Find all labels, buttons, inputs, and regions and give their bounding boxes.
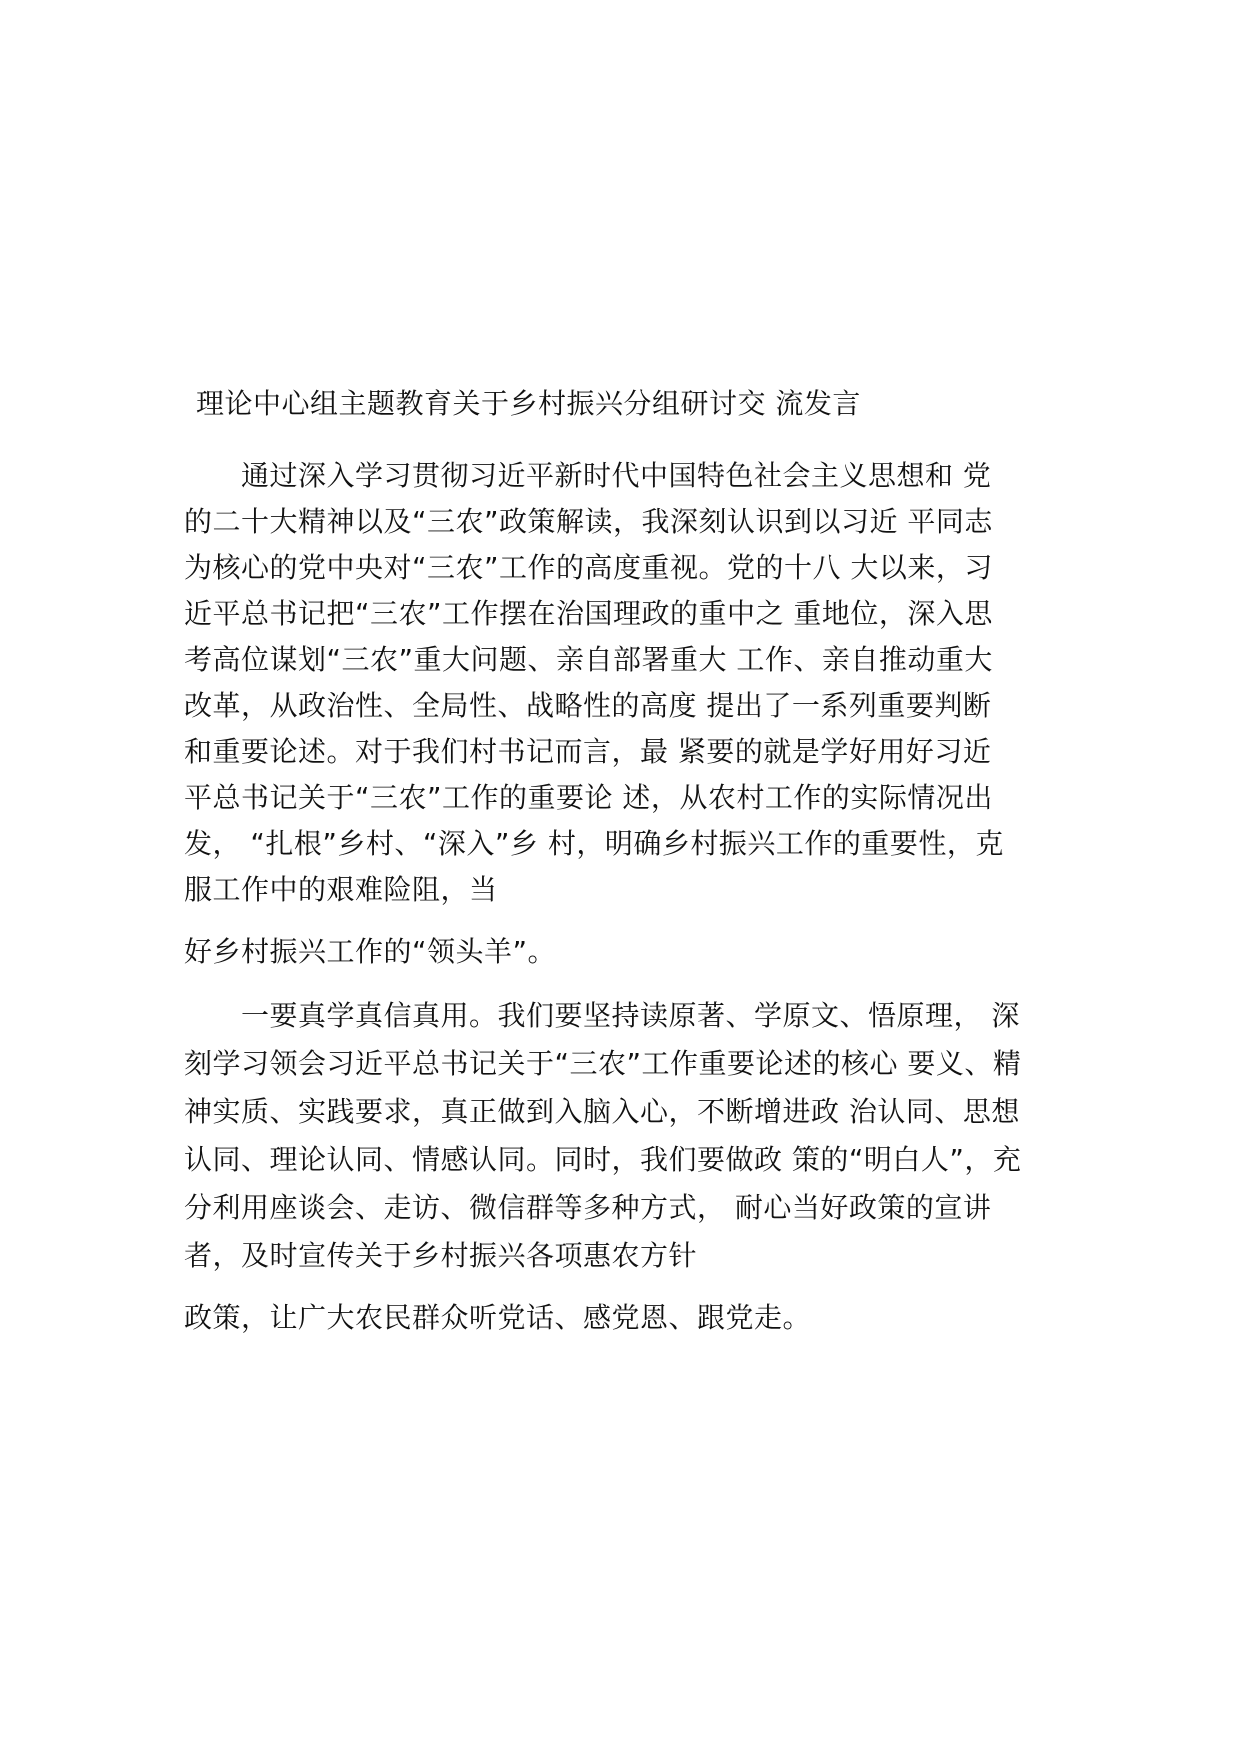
paragraph-line: 认同、理论认同、情感认同。同时，我们要做政 策的“明白人”，充 bbox=[184, 1143, 1022, 1176]
paragraph-line: 服工作中的艰难险阻，当 bbox=[184, 873, 498, 906]
paragraph-line: 一要真学真信真用。我们要坚持读原著、学原文、悟原理， 深 bbox=[184, 999, 1020, 1032]
paragraph-line: 神实质、实践要求，真正做到入脑入心，不断增进政 治认同、思想 bbox=[184, 1095, 1020, 1128]
paragraph-line: 和重要论述。对于我们村书记而言，最 紧要的就是学好用好习近 bbox=[184, 735, 992, 768]
paragraph-line: 者，及时宣传关于乡村振兴各项惠农方针 bbox=[184, 1239, 698, 1272]
paragraph-line: 为核心的党中央对“三农”工作的高度重视。党的十八 大以来，习 bbox=[184, 551, 993, 584]
paragraph-line: 考高位谋划“三农”重大问题、亲自部署重大 工作、亲自推动重大 bbox=[184, 643, 993, 676]
paragraph-line: 通过深入学习贯彻习近平新时代中国特色社会主义思想和 党 bbox=[184, 459, 992, 492]
paragraph-line: 刻学习领会习近平总书记关于“三农”工作重要论述的核心 要义、精 bbox=[184, 1047, 1022, 1080]
paragraph-line: 平总书记关于“三农”工作的重要论 述，从农村工作的实际情况出 bbox=[184, 781, 993, 814]
document-title: 理论中心组主题教育关于乡村振兴分组研讨交 流发言 bbox=[196, 387, 861, 420]
paragraph-line: 分利用座谈会、走访、微信群等多种方式， 耐心当好政策的宣讲 bbox=[184, 1191, 992, 1224]
paragraph-line: 好乡村振兴工作的“领头羊”。 bbox=[184, 935, 557, 968]
paragraph-line: 政策，让广大农民群众听党话、感党恩、跟党走。 bbox=[184, 1301, 812, 1334]
paragraph-line: 发， “扎根”乡村、“深入”乡 村，明确乡村振兴工作的重要性，克 bbox=[184, 827, 1004, 860]
paragraph-line: 近平总书记把“三农”工作摆在治国理政的重中之 重地位，深入思 bbox=[184, 597, 993, 630]
paragraph-line: 的二十大精神以及“三农”政策解读，我深刻认识到以习近 平同志 bbox=[184, 505, 993, 538]
paragraph-line: 改革，从政治性、全局性、战略性的高度 提出了一系列重要判断 bbox=[184, 689, 992, 722]
